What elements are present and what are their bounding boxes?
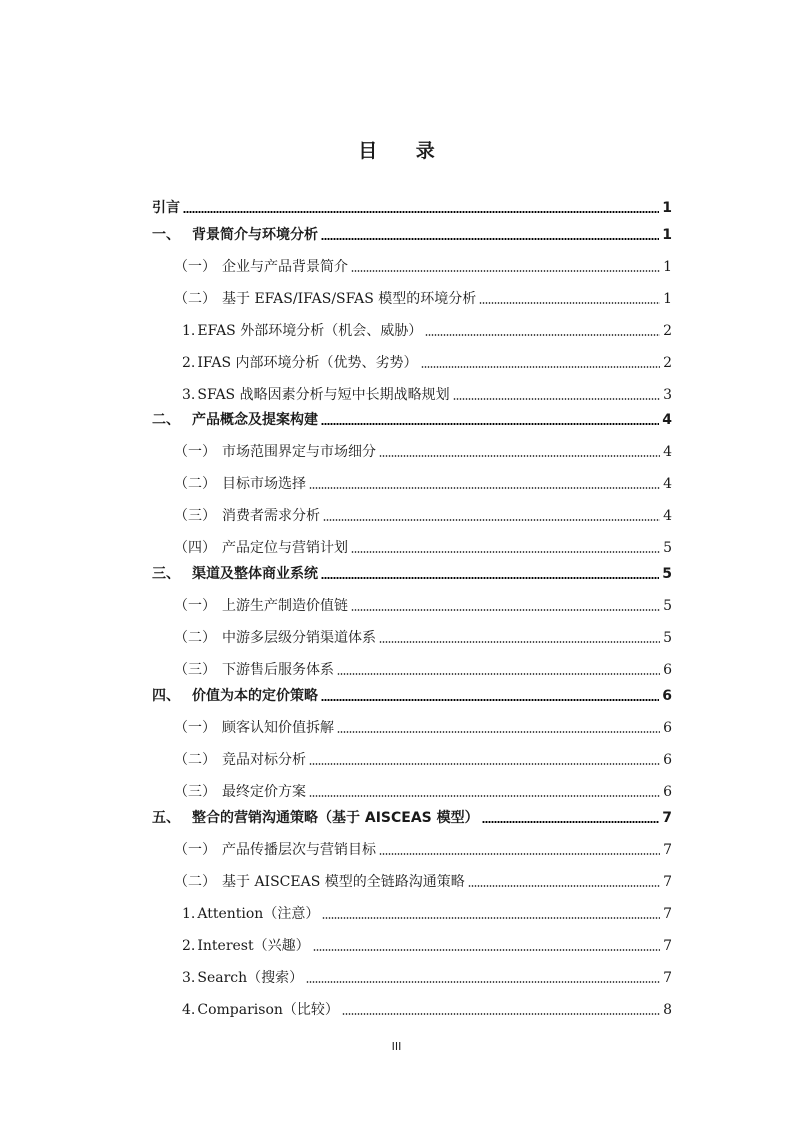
toc-entry-subsection[interactable] xyxy=(182,321,672,341)
toc-entry-label: 消费者需求分析 xyxy=(222,508,320,524)
toc-entry-number: （一） xyxy=(174,259,216,275)
toc-entry-label: 顾客认知价值拆解 xyxy=(222,720,334,736)
page-number-footer: III xyxy=(391,1040,402,1053)
toc-entry-number: 五、 xyxy=(152,810,180,826)
toc-entry-chapter-2[interactable] xyxy=(152,410,672,430)
toc-entry-label: 渠道及整体商业系统 xyxy=(192,566,318,582)
toc-entry-number: （三） xyxy=(174,784,216,800)
toc-entry-number: （一） xyxy=(174,598,216,614)
toc-entry-section[interactable] xyxy=(174,782,672,802)
toc-entry-subsection[interactable] xyxy=(182,1000,672,1020)
toc-entry-subsection[interactable] xyxy=(182,968,672,988)
toc-entry-section[interactable] xyxy=(174,628,672,648)
toc-entry-section[interactable] xyxy=(174,660,672,680)
toc-entry-intro[interactable] xyxy=(152,198,672,218)
dot-leader xyxy=(309,763,660,765)
dot-leader xyxy=(379,853,660,855)
toc-entry-label: Comparison（比较） xyxy=(197,1002,339,1018)
toc-entry-label: 引言 xyxy=(152,200,180,216)
dot-leader xyxy=(313,949,660,951)
toc-entry-page: 6 xyxy=(663,720,672,736)
dot-leader xyxy=(453,398,660,400)
toc-entry-label: EFAS 外部环境分析（机会、威胁） xyxy=(197,323,423,339)
dot-leader xyxy=(482,821,660,823)
dot-leader xyxy=(322,917,660,919)
toc-entry-page: 4 xyxy=(663,476,672,492)
toc-entry-chapter-3[interactable] xyxy=(152,564,672,584)
toc-entry-label: 上游生产制造价值链 xyxy=(222,598,348,614)
toc-entry-subsection[interactable] xyxy=(182,353,672,373)
toc-entry-label: 产品传播层次与营销目标 xyxy=(222,842,376,858)
toc-entry-page: 6 xyxy=(663,784,672,800)
toc-entry-number: （三） xyxy=(174,662,216,678)
dot-leader xyxy=(309,487,660,489)
toc-entry-page: 5 xyxy=(663,630,672,646)
toc-entry-section[interactable] xyxy=(174,257,672,277)
dot-leader xyxy=(425,334,660,336)
dot-leader xyxy=(183,211,659,213)
toc-entry-label: 价值为本的定价策略 xyxy=(192,688,318,704)
toc-entry-section[interactable] xyxy=(174,474,672,494)
toc-entry-subsection[interactable] xyxy=(182,936,672,956)
toc-entry-page: 7 xyxy=(663,970,672,986)
toc-entry-section[interactable] xyxy=(174,442,672,462)
toc-entry-page: 2 xyxy=(663,323,672,339)
toc-entry-number: 3. xyxy=(182,970,196,986)
toc-entry-label: Interest（兴趣） xyxy=(197,938,310,954)
dot-leader xyxy=(306,981,660,983)
toc-entry-page: 7 xyxy=(663,906,672,922)
toc-entry-number: （四） xyxy=(174,540,216,556)
dot-leader xyxy=(351,551,660,553)
toc-entry-page: 7 xyxy=(663,842,672,858)
toc-entry-page: 1 xyxy=(662,227,672,243)
toc-entry-number: 2. xyxy=(182,355,196,371)
toc-entry-label: 整合的营销沟通策略（基于 AISCEAS 模型） xyxy=(192,810,479,826)
dot-leader xyxy=(479,302,660,304)
toc-entry-number: 一、 xyxy=(152,227,180,243)
dot-leader xyxy=(421,366,661,368)
toc-entry-page: 6 xyxy=(662,688,672,704)
toc-entry-label: 下游售后服务体系 xyxy=(222,662,334,678)
toc-entry-section[interactable] xyxy=(174,718,672,738)
dot-leader xyxy=(351,270,660,272)
toc-entry-number: （一） xyxy=(174,720,216,736)
toc-entry-number: （一） xyxy=(174,842,216,858)
toc-entry-label: Search（搜索） xyxy=(197,970,304,986)
dot-leader xyxy=(337,673,660,675)
toc-entry-label: 基于 EFAS/IFAS/SFAS 模型的环境分析 xyxy=(222,291,477,307)
toc-entry-label: IFAS 内部环境分析（优势、劣势） xyxy=(197,355,418,371)
toc-entry-number: （二） xyxy=(174,630,216,646)
toc-entry-section[interactable] xyxy=(174,840,672,860)
toc-entry-page: 5 xyxy=(663,598,672,614)
toc-entry-page: 4 xyxy=(663,508,672,524)
toc-entry-number: 1. xyxy=(182,906,196,922)
dot-leader xyxy=(337,731,660,733)
toc-entry-subsection[interactable] xyxy=(182,904,672,924)
toc-entry-section[interactable] xyxy=(174,289,672,309)
toc-entry-label: Attention（注意） xyxy=(197,906,320,922)
toc-entry-page: 7 xyxy=(662,810,672,826)
toc-entry-number: （二） xyxy=(174,752,216,768)
toc-entry-number: 1. xyxy=(182,323,196,339)
toc-entry-label: 产品定位与营销计划 xyxy=(222,540,348,556)
dot-leader xyxy=(321,423,659,425)
dot-leader xyxy=(379,455,660,457)
toc-entry-label: 企业与产品背景简介 xyxy=(222,259,348,275)
toc-entry-number: （一） xyxy=(174,444,216,460)
dot-leader xyxy=(321,577,659,579)
toc-entry-subsection[interactable] xyxy=(182,385,672,405)
toc-entry-section[interactable] xyxy=(174,538,672,558)
toc-entry-number: 4. xyxy=(182,1002,196,1018)
toc-entry-page: 6 xyxy=(663,662,672,678)
toc-entry-label: SFAS 战略因素分析与短中长期战略规划 xyxy=(197,387,450,403)
toc-entry-label: 竞品对标分析 xyxy=(222,752,306,768)
dot-leader xyxy=(351,609,660,611)
dot-leader xyxy=(379,641,660,643)
toc-entry-page: 8 xyxy=(663,1002,672,1018)
toc-entry-number: 3. xyxy=(182,387,196,403)
toc-entry-chapter-1[interactable] xyxy=(152,225,672,245)
toc-title: 目 录 xyxy=(358,140,451,162)
dot-leader xyxy=(309,795,660,797)
toc-entry-chapter-4[interactable] xyxy=(152,686,672,706)
toc-entry-label: 市场范围界定与市场细分 xyxy=(222,444,376,460)
dot-leader xyxy=(321,238,659,240)
toc-entry-number: 四、 xyxy=(152,688,180,704)
toc-entry-number: 二、 xyxy=(152,412,180,428)
toc-entry-page: 7 xyxy=(663,874,672,890)
toc-entry-number: 2. xyxy=(182,938,196,954)
toc-entry-page: 4 xyxy=(662,412,672,428)
toc-entry-number: （二） xyxy=(174,874,216,890)
dot-leader xyxy=(321,699,659,701)
toc-entry-label: 目标市场选择 xyxy=(222,476,306,492)
toc-entry-page: 4 xyxy=(663,444,672,460)
toc-entry-page: 5 xyxy=(662,566,672,582)
toc-entry-number: （二） xyxy=(174,476,216,492)
toc-entry-section[interactable] xyxy=(174,596,672,616)
toc-entry-section[interactable] xyxy=(174,750,672,770)
toc-entry-section[interactable] xyxy=(174,506,672,526)
toc-entry-page: 7 xyxy=(663,938,672,954)
toc-entry-chapter-5[interactable] xyxy=(152,808,672,828)
toc-entry-label: 中游多层级分销渠道体系 xyxy=(222,630,376,646)
toc-entry-number: 三、 xyxy=(152,566,180,582)
toc-entry-label: 背景简介与环境分析 xyxy=(192,227,318,243)
toc-entry-page: 1 xyxy=(663,259,672,275)
toc-entry-number: （三） xyxy=(174,508,216,524)
toc-entry-page: 1 xyxy=(663,291,672,307)
toc-entry-label: 最终定价方案 xyxy=(222,784,306,800)
dot-leader xyxy=(468,885,660,887)
toc-entry-page: 5 xyxy=(663,540,672,556)
toc-entry-label: 基于 AISCEAS 模型的全链路沟通策略 xyxy=(222,874,465,890)
toc-entry-label: 产品概念及提案构建 xyxy=(192,412,318,428)
toc-entry-section[interactable] xyxy=(174,872,672,892)
toc-entry-page: 1 xyxy=(662,200,672,216)
toc-entry-page: 6 xyxy=(663,752,672,768)
toc-entry-number: （二） xyxy=(174,291,216,307)
dot-leader xyxy=(342,1013,660,1015)
toc-entry-page: 3 xyxy=(663,387,672,403)
dot-leader xyxy=(323,519,660,521)
toc-entry-page: 2 xyxy=(663,355,672,371)
